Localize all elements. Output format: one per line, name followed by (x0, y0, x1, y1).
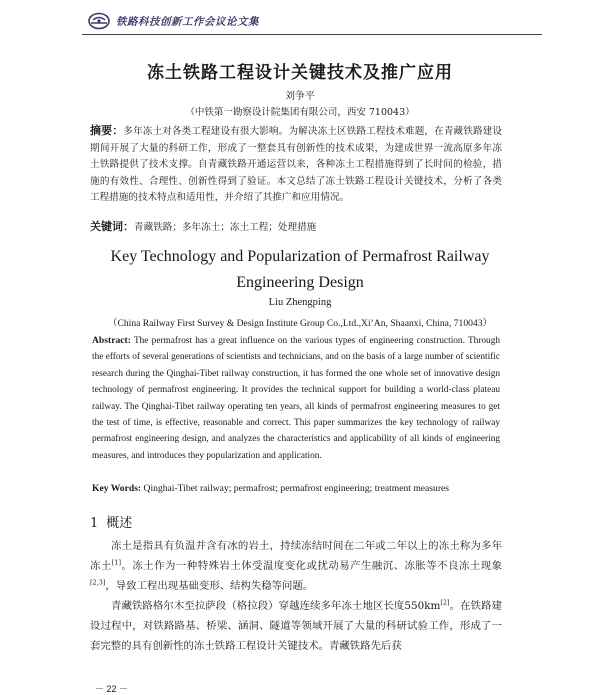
p2-text-b: 。在铁路建设过程中，对铁路路基、桥梁、涵洞、隧道等领域开展了大量的科研试验工作，形成了一套完整的具有创新性的冻土铁路工程设计关键技术。青藏铁路先后获 (90, 600, 503, 652)
citation-ref: [2] (440, 598, 450, 607)
body-paragraph-1 (90, 536, 502, 596)
affiliation-en: （China Railway First Survey & Design Institute Group Co.,Ltd.,Xi’An, Shaanxi, China, 710043） (107, 318, 493, 329)
keywords-cn (90, 218, 502, 234)
abstract-en-label: Abstract: (92, 335, 131, 346)
paper-title-cn: 冻土铁路工程设计关键技术及推广应用 (147, 63, 453, 83)
keywords-cn-label: 关键词： (90, 220, 134, 233)
running-header (82, 10, 542, 36)
abstract-en-text: The permafrost has a great influence on the various types of engineering construction. Through the efforts of several generations of scientists and technicians, and on the basis of a large number of scientific research during the Qinghai-Tibet railway construction, it has formed the one whole set of innovative design technology of permafrost engineering. It provides the technical support for building a world-class plateau railway. The Qinghai-Tibet railway operating ten years, all kinds of permafrost engineering measures to get the test of time, is effective, reasonable and correct. This paper summarizes the key technology of railway permafrost engineering design, and analyzes the characteristics and applicability of all kinds of engineering measures, and introduces they popularization and application. (92, 336, 500, 461)
affiliation-cn: （中铁第一勘察设计院集团有限公司，西安 710043） (185, 107, 415, 118)
keywords-en-text: Qinghai-Tibet railway; permafrost; permafrost engineering; treatment measures (143, 483, 450, 494)
section-number: 1 (90, 516, 99, 531)
paper-title-en-line1: Key Technology and Popularization of Permafrost Railway (110, 248, 490, 265)
section-title: 概述 (106, 516, 133, 531)
p1-text-a: 冻土是指具有负温并含有冰的岩土，持续冻结时间在二年或二年以上的冻土称为多年冻土 (90, 540, 502, 572)
keywords-en-label: Key Words: (92, 483, 142, 494)
railway-logo-icon (88, 12, 110, 30)
p1-text-b: 。冻土作为一种特殊岩土体受温度变化或扰动易产生融沉、冻胀等不良冻土现象 (121, 560, 503, 572)
citation-ref: [1] (111, 558, 121, 567)
p1-text-c: ，导致工程出现基础变形、结构失稳等问题。 (105, 580, 314, 592)
p2-text-a: 青藏铁路格尔木至拉萨段（格拉段）穿越连续多年冻土地区长度550km (111, 600, 441, 612)
section-heading (90, 512, 140, 531)
citation-ref: [2,3] (90, 578, 106, 587)
abstract-en (92, 333, 500, 464)
keywords-cn-text: 青藏铁路；多年冻土；冻土工程；处理措施 (134, 222, 317, 233)
abstract-cn-text: 多年冻土对各类工程建设有很大影响。为解决冻土区铁路工程技术难题，在青藏铁路建设期间开展了大量的科研工作，形成了一整套具有创新性的技术成果，为建成世界一流高原多年冻土铁路提供了技术支撑。自青藏铁路开通运营以来，各种冻土工程措施得到了长时间的检验，措施的有效性、合理性、创新性得到了验证。本文总结了冻土铁路工程设计关键技术，分析了各类工程措施的技术特点和适用性，并介绍了其推广和应用情况。 (90, 126, 503, 204)
header-rule (82, 34, 542, 35)
author-cn: 刘争平 (285, 91, 315, 102)
page-number: － 22 － (95, 684, 129, 694)
paper-title-en-line2: Engineering Design (236, 274, 364, 291)
abstract-cn (90, 123, 502, 207)
paper-title-en (60, 244, 540, 296)
abstract-cn-label: 摘要： (90, 124, 124, 137)
body-paragraph-2 (90, 596, 502, 656)
running-header-title: 铁路科技创新工作会议论文集 (116, 16, 259, 28)
author-en: Liu Zhengping (268, 297, 332, 308)
keywords-en (92, 483, 500, 494)
